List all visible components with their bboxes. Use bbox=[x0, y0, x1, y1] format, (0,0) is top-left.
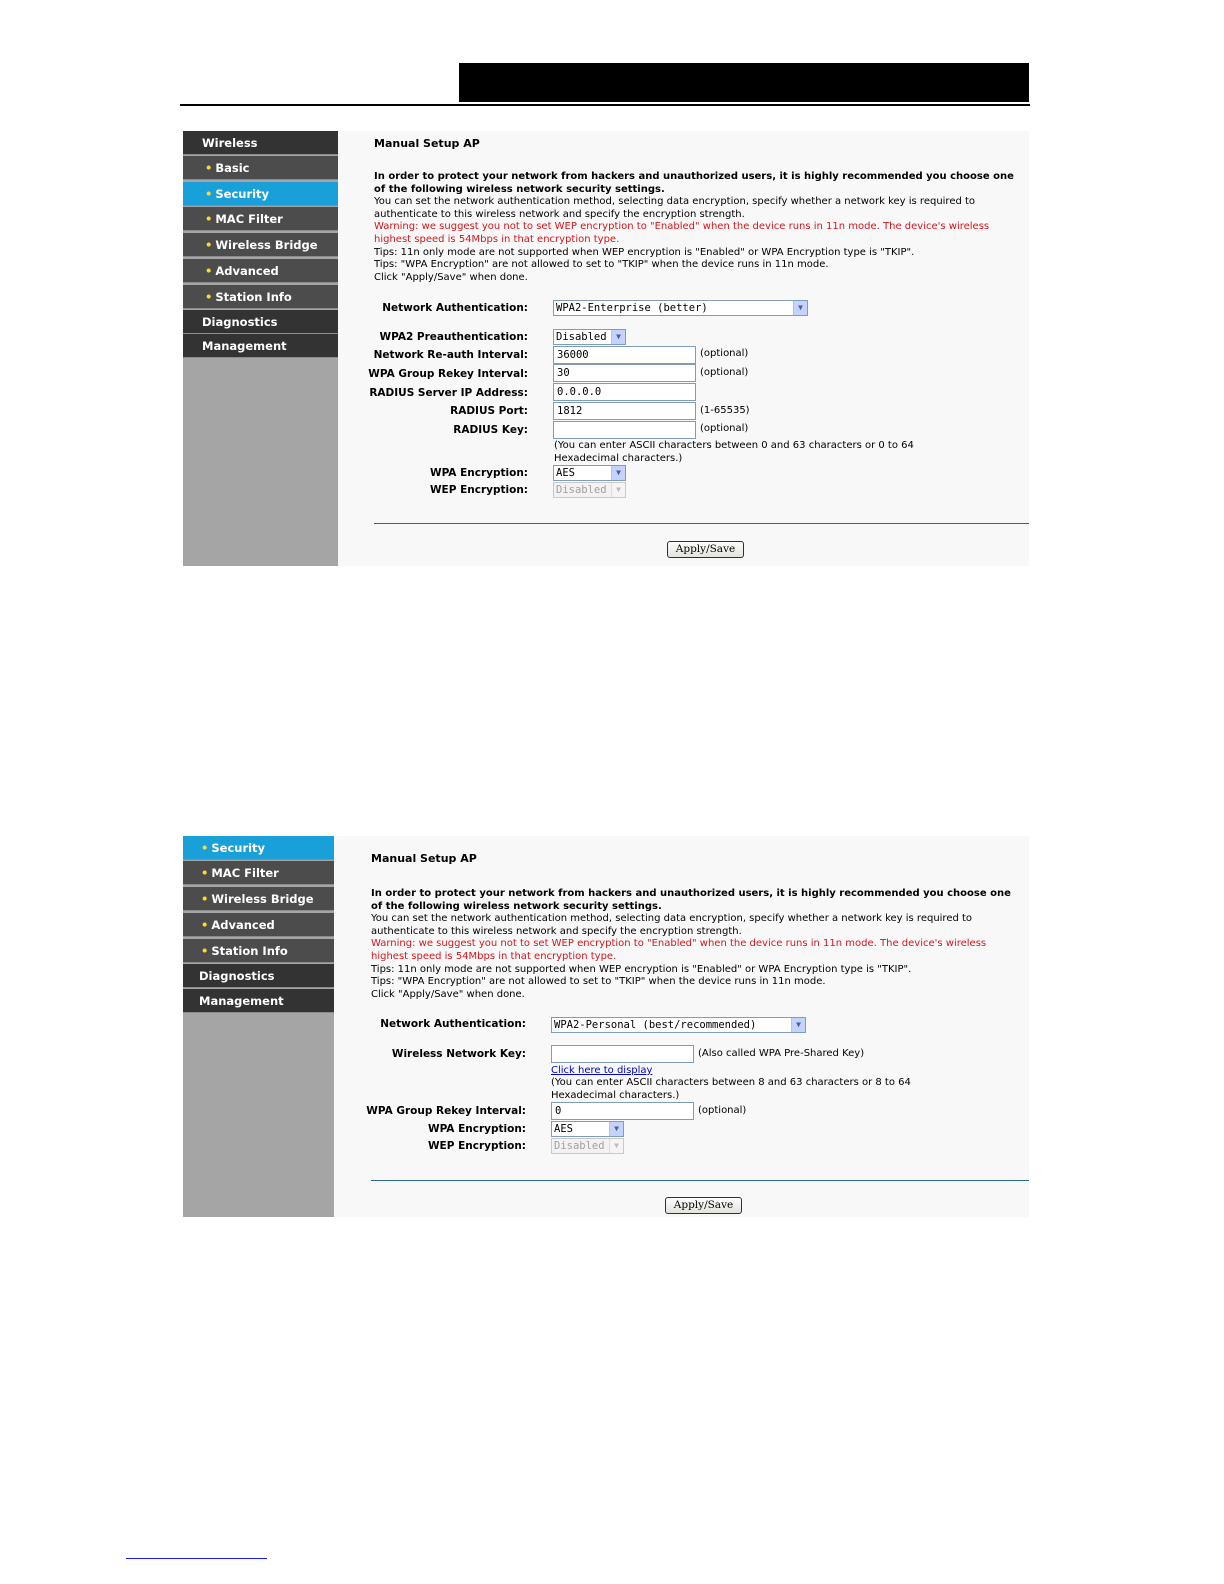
bullet-icon: • bbox=[205, 161, 213, 175]
radius-ip-input[interactable]: 0.0.0.0 bbox=[553, 383, 696, 401]
click-to-display-link[interactable]: Click here to display bbox=[551, 1065, 653, 1076]
wireless-key-hint: (You can enter ASCII characters between 8 and 63 characters or 8 to 64 Hexadecimal characters.) bbox=[551, 1077, 911, 1101]
bullet-icon: • bbox=[201, 944, 209, 958]
reauth-interval-label: Network Re-auth Interval: bbox=[373, 349, 528, 361]
radius-key-input[interactable] bbox=[553, 421, 696, 439]
tip-text: Tips: "WPA Encryption" are not allowed to set to "TKIP" when the device runs in 11n mode. bbox=[371, 976, 826, 988]
wpa-encryption-label: WPA Encryption: bbox=[427, 1123, 526, 1135]
sidebar-item-security[interactable]: • Security bbox=[183, 182, 338, 206]
wep-encryption-select[interactable]: Disabled ▼ bbox=[551, 1138, 624, 1154]
preauth-label: WPA2 Preauthentication: bbox=[379, 331, 528, 343]
wireless-key-label: Wireless Network Key: bbox=[391, 1048, 526, 1060]
apply-save-button[interactable]: Apply/Save bbox=[665, 1197, 742, 1214]
chevron-down-icon: ▼ bbox=[793, 301, 807, 315]
wep-encryption-label: WEP Encryption: bbox=[427, 1140, 526, 1152]
sidebar-item-wireless[interactable]: Wireless bbox=[183, 131, 338, 155]
rekey-optional-note: (optional) bbox=[700, 367, 749, 378]
radius-port-label: RADIUS Port: bbox=[450, 405, 528, 417]
radius-ip-label: RADIUS Server IP Address: bbox=[369, 387, 528, 399]
sidebar-item-management[interactable]: Management bbox=[183, 989, 334, 1013]
sidebar-item-diagnostics[interactable]: Diagnostics bbox=[183, 310, 338, 334]
bullet-icon: • bbox=[205, 290, 213, 304]
wep-encryption-label: WEP Encryption: bbox=[429, 484, 528, 496]
radius-port-input[interactable]: 1812 bbox=[553, 402, 696, 420]
bullet-icon: • bbox=[201, 866, 209, 880]
intro-bold: In order to protect your network from hackers and unauthorized users, it is highly recommended you choose one of the following wireless network security settings. bbox=[371, 888, 1011, 912]
intro-line: You can set the network authentication method, selecting data encryption, specify whether a network key is required to authenticate to this wireless network and specify the encryption strength. bbox=[371, 913, 973, 937]
reauth-interval-input[interactable]: 36000 bbox=[553, 346, 696, 364]
chevron-down-icon: ▼ bbox=[609, 1122, 623, 1136]
sidebar-item-wireless-bridge[interactable]: • Wireless Bridge bbox=[183, 233, 338, 257]
intro-line: You can set the network authentication method, selecting data encryption, specify whether a network key is required to authenticate to this wireless network and specify the encryption strength. bbox=[374, 196, 976, 220]
done-text: Click "Apply/Save" when done. bbox=[371, 988, 525, 1000]
sidebar-item-advanced[interactable]: • Advanced bbox=[183, 913, 334, 937]
rekey-optional-note: (optional) bbox=[698, 1105, 747, 1116]
wpa-encryption-label: WPA Encryption: bbox=[429, 467, 528, 479]
screenshot-wpa2-enterprise bbox=[183, 131, 1029, 566]
rekey-interval-input[interactable]: 0 bbox=[551, 1102, 694, 1120]
bullet-icon: • bbox=[205, 238, 213, 252]
warning-text: Warning: we suggest you not to set WEP encryption to "Enabled" when the device runs in 11n mode. The device's wireless highest speed is 54Mbps in that encryption type. bbox=[371, 938, 987, 962]
intro-text bbox=[374, 171, 1024, 284]
chevron-down-icon: ▼ bbox=[611, 483, 625, 497]
chevron-down-icon: ▼ bbox=[791, 1018, 805, 1032]
warning-text: Warning: we suggest you not to set WEP encryption to "Enabled" when the device runs in 11n mode. The device's wireless highest speed is 54Mbps in that encryption type. bbox=[374, 221, 990, 245]
network-auth-select[interactable]: WPA2-Personal (best/recommended) ▼ bbox=[551, 1017, 806, 1033]
wep-encryption-select[interactable]: Disabled ▼ bbox=[553, 482, 626, 498]
page-title: Manual Setup AP bbox=[374, 137, 480, 150]
sidebar-item-management[interactable]: Management bbox=[183, 334, 338, 358]
bullet-icon: • bbox=[205, 187, 213, 201]
reauth-optional-note: (optional) bbox=[700, 348, 749, 359]
rekey-interval-label: WPA Group Rekey Interval: bbox=[368, 368, 528, 380]
intro-bold: In order to protect your network from hackers and unauthorized users, it is highly recommended you choose one of the following wireless network security settings. bbox=[374, 171, 1014, 195]
bullet-icon: • bbox=[205, 212, 213, 226]
footer-rule bbox=[126, 1558, 267, 1559]
radius-key-hint: (You can enter ASCII characters between 0 and 63 characters or 0 to 64 Hexadecimal characters.) bbox=[554, 440, 914, 464]
apply-save-button[interactable]: Apply/Save bbox=[667, 541, 744, 558]
content-panel bbox=[334, 836, 1029, 1217]
wpa-encryption-select[interactable]: AES ▼ bbox=[551, 1121, 624, 1137]
divider bbox=[374, 523, 1029, 524]
tip-text: Tips: 11n only mode are not supported when WEP encryption is "Enabled" or WPA Encryption type is "TKIP". bbox=[371, 963, 912, 975]
chevron-down-icon: ▼ bbox=[609, 1139, 623, 1153]
page-header-bar bbox=[459, 63, 1029, 102]
page-title: Manual Setup AP bbox=[371, 852, 477, 865]
screenshot-wpa2-personal bbox=[183, 836, 1029, 1217]
done-text: Click "Apply/Save" when done. bbox=[374, 271, 528, 283]
sidebar-item-station-info[interactable]: • Station Info bbox=[183, 285, 338, 309]
sidebar-item-diagnostics[interactable]: Diagnostics bbox=[183, 964, 334, 988]
sidebar-item-advanced[interactable]: • Advanced bbox=[183, 259, 338, 283]
sidebar-item-basic[interactable]: • Basic bbox=[183, 156, 338, 180]
tip-text: Tips: 11n only mode are not supported when WEP encryption is "Enabled" or WPA Encryption type is "TKIP". bbox=[374, 246, 915, 258]
network-auth-label: Network Authentication: bbox=[380, 1018, 526, 1030]
wireless-key-note: (Also called WPA Pre-Shared Key) bbox=[698, 1048, 865, 1059]
sidebar bbox=[183, 131, 338, 566]
network-auth-label: Network Authentication: bbox=[382, 302, 528, 314]
sidebar-item-wireless-bridge[interactable]: • Wireless Bridge bbox=[183, 887, 334, 911]
wpa-encryption-select[interactable]: AES ▼ bbox=[553, 465, 626, 481]
rekey-interval-input[interactable]: 30 bbox=[553, 364, 696, 382]
bullet-icon: • bbox=[201, 918, 209, 932]
page-header-rule bbox=[180, 104, 1030, 106]
intro-text bbox=[371, 888, 1021, 1001]
network-auth-select[interactable]: WPA2-Enterprise (better) ▼ bbox=[553, 300, 808, 316]
bullet-icon: • bbox=[201, 841, 209, 855]
sidebar-item-station-info[interactable]: • Station Info bbox=[183, 939, 334, 963]
radius-key-optional-note: (optional) bbox=[700, 423, 749, 434]
chevron-down-icon: ▼ bbox=[611, 466, 625, 480]
bullet-icon: • bbox=[201, 892, 209, 906]
chevron-down-icon: ▼ bbox=[611, 330, 625, 344]
preauth-select[interactable]: Disabled ▼ bbox=[553, 329, 626, 345]
bullet-icon: • bbox=[205, 264, 213, 278]
wireless-key-input[interactable] bbox=[551, 1045, 694, 1063]
tip-text: Tips: "WPA Encryption" are not allowed to set to "TKIP" when the device runs in 11n mode. bbox=[374, 259, 829, 271]
radius-port-range-note: (1-65535) bbox=[700, 405, 750, 416]
sidebar bbox=[183, 836, 334, 1217]
rekey-interval-label: WPA Group Rekey Interval: bbox=[366, 1105, 526, 1117]
content-panel bbox=[338, 131, 1029, 566]
sidebar-item-mac-filter[interactable]: • MAC Filter bbox=[183, 861, 334, 885]
divider bbox=[371, 1180, 1029, 1181]
sidebar-item-security[interactable]: • Security bbox=[183, 836, 334, 860]
radius-key-label: RADIUS Key: bbox=[453, 424, 528, 436]
sidebar-item-mac-filter[interactable]: • MAC Filter bbox=[183, 207, 338, 231]
